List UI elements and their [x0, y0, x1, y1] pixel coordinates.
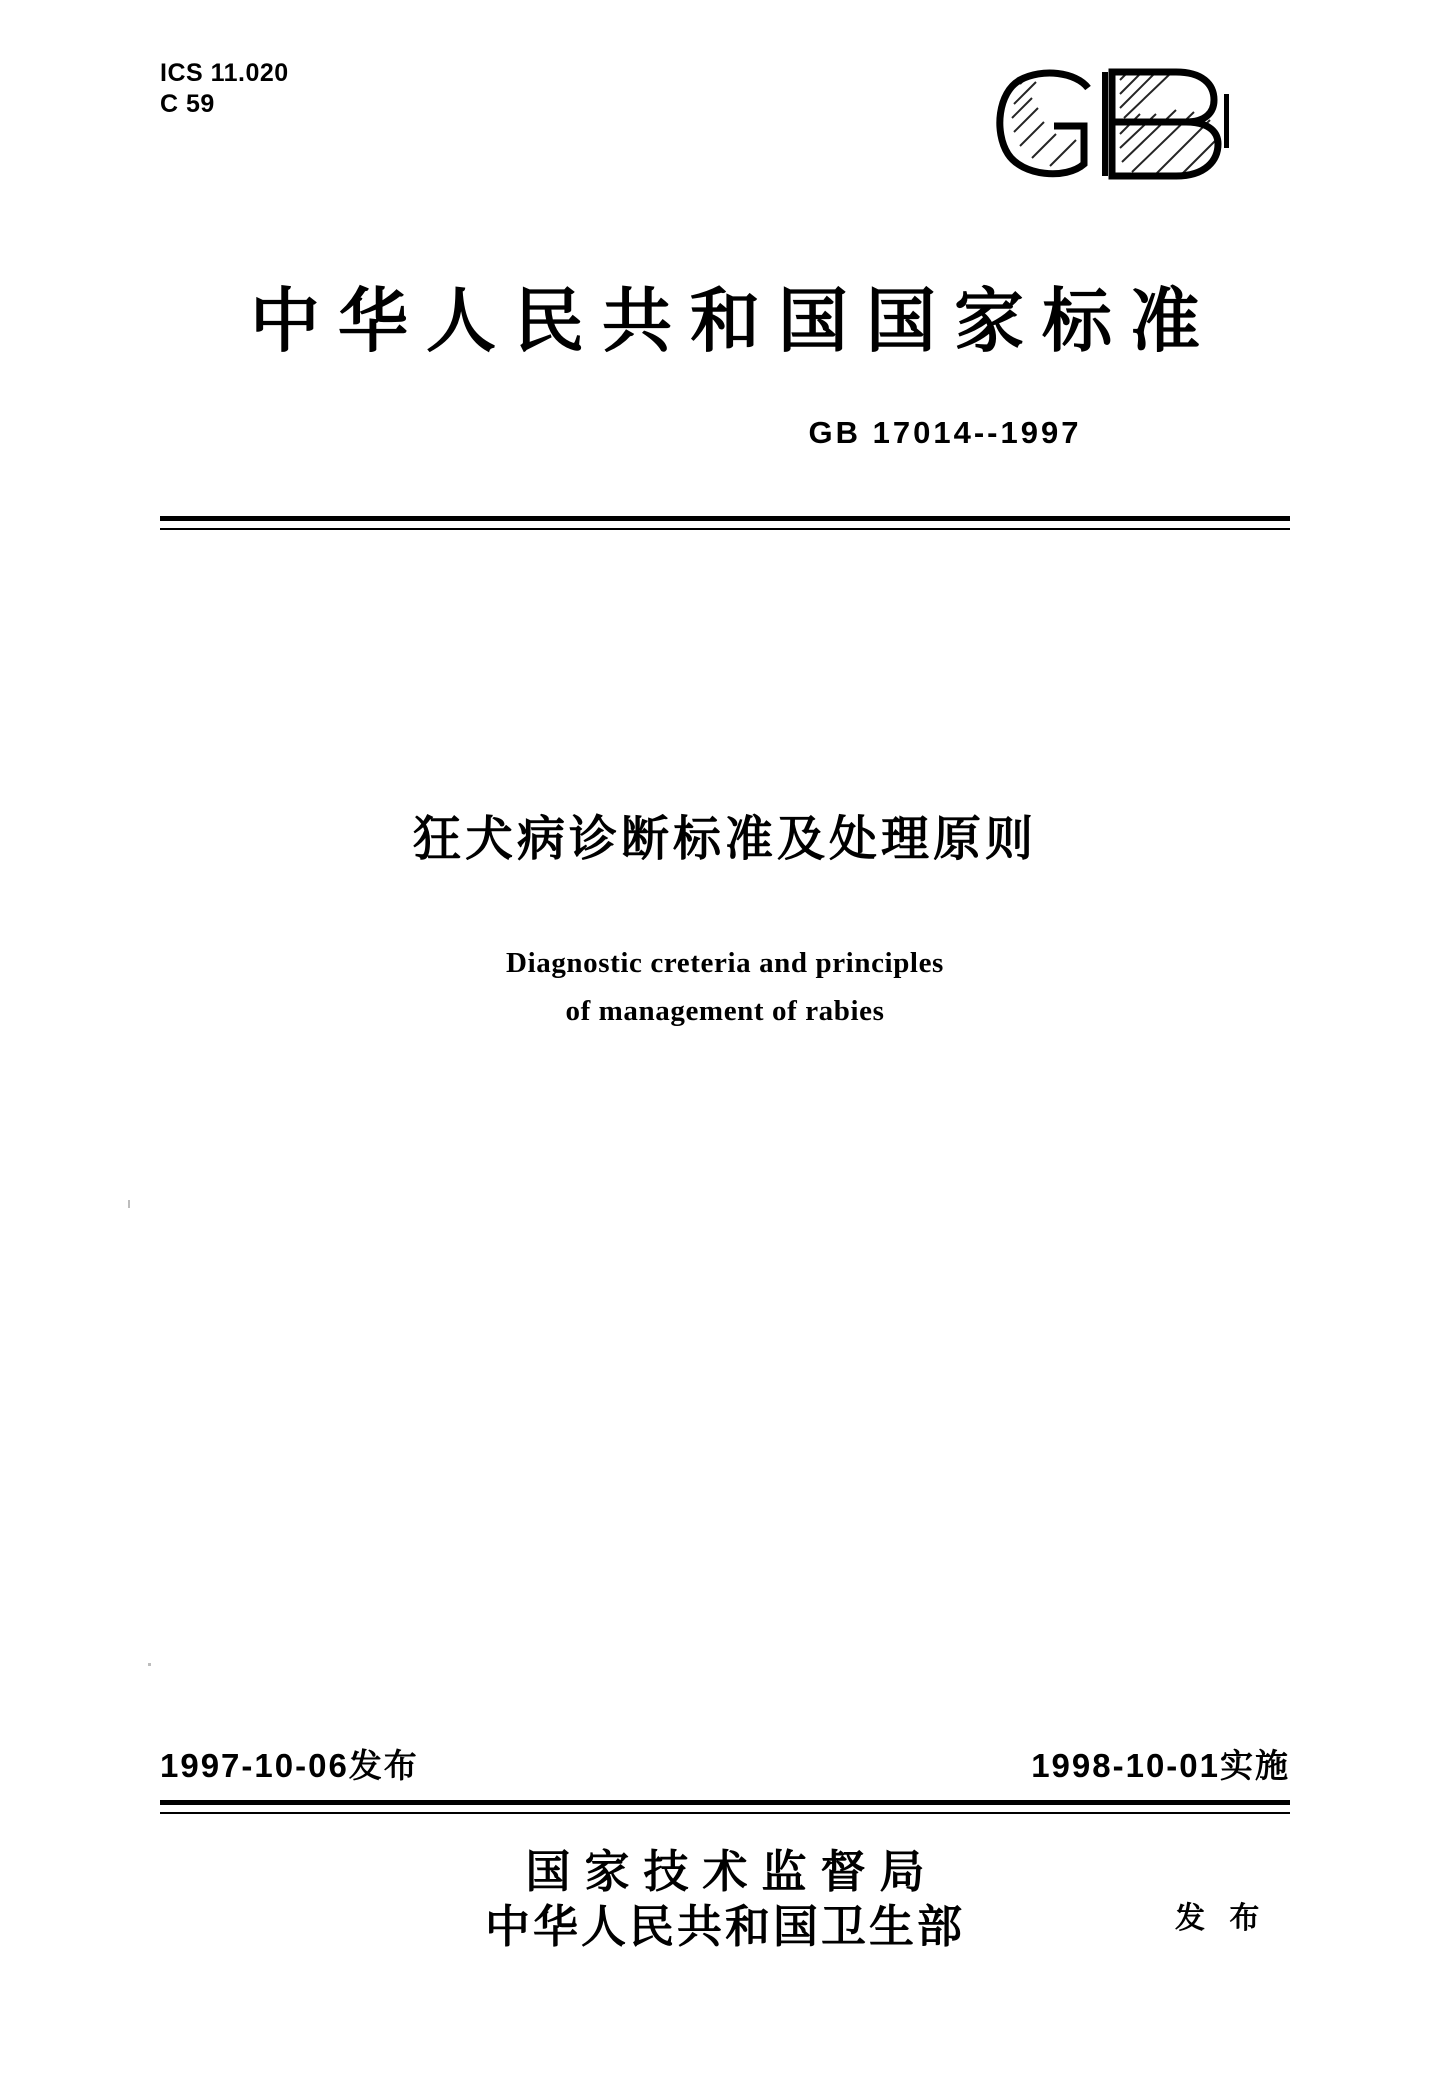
publisher-line-1: 国家技术监督局 [525, 1846, 939, 1897]
ics-code: ICS 11.020 [160, 59, 289, 87]
publisher-block [0, 1845, 1450, 1955]
footer-rule-thick [160, 1800, 1290, 1805]
ccs-code: C 59 [160, 90, 215, 119]
standard-number [0, 415, 1450, 451]
scan-speck [128, 1200, 130, 1208]
national-standard-title: 中华人民共和国国家标准 [250, 282, 1218, 360]
footer-rule-thin [160, 1812, 1290, 1814]
ics-classification [160, 58, 289, 121]
publisher-inner [484, 1845, 1268, 1955]
dates-row [160, 1740, 1290, 1786]
scan-speck [148, 1663, 151, 1666]
effective-date: 1998-10-01实施 [1031, 1747, 1290, 1784]
document-title-english [0, 940, 1450, 1036]
publisher-line-2: 中华人民共和国卫生部 [484, 1900, 965, 1952]
gb-logo-icon [980, 60, 1250, 185]
header-rule-thick [160, 516, 1290, 521]
publish-verb: 发 布 [1174, 1902, 1268, 1935]
standard-number-text: GB 17014--1997 [808, 415, 1082, 450]
issue-date: 1997-10-06发布 [160, 1747, 419, 1784]
document-title-english-line2: of management of rabies [565, 994, 885, 1027]
header-rule-thin [160, 528, 1290, 530]
document-title-chinese: 狂犬病诊断标准及处理原则 [412, 813, 1037, 866]
document-title-english-line1: Diagnostic creteria and principles [506, 947, 944, 979]
